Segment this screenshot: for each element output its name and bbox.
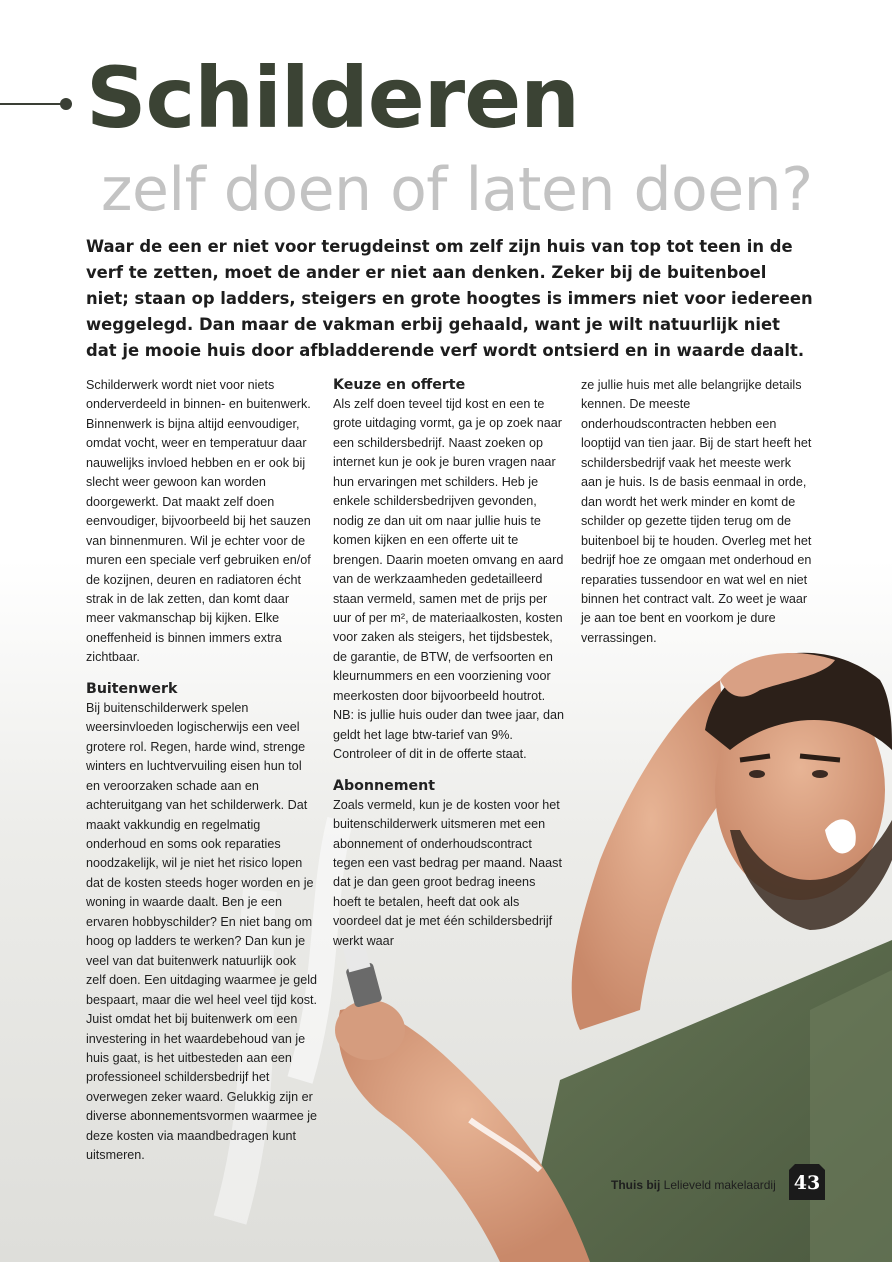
buitenwerk-paragraph: Bij buitenschilderwerk spelen weersinvloeden logischerwijs een veel grotere rol. Regen, harde wind, strenge winters en luchtvervuiling eisen hun tol en veroorzaken schade aan en achteruitgang van het schilderwerk. Dat maakt vakkundig en regelmatig onderhoud en soms ook reparaties noodzakelijk, wil je niet het risico lopen dat de kosten steeds hoger worden en je woning in waarde daalt. Ben je een ervaren hobbyschilder? En niet bang om hoog op ladders te werken? Dan kun je veel van dat buitenwerk natuurlijk ook zelf doen. Een uitdaging waarmee je geld bespaart, maar die wel heel veel tijd kost. Juist omdat het bij buitenwerk om een investering in het waardebehoud van je huis gaat, is het uitbesteden aan een professioneel schildersbedrijf het overwegen zeker waard. Gelukkig zijn er diverse abonnementsvormen waarmee je deze kosten via maandbedragen kunt uitsmeren. (86, 700, 318, 1163)
footer-brand-rest: Lelieveld makelaardij (660, 1178, 776, 1192)
intro-paragraph: Schilderwerk wordt niet voor niets onderverdeeld in binnen- en buitenwerk. Binnenwerk is bijna altijd eenvoudiger, omdat vocht, weer en temperatuur daar nauwelijks invloed hebben en er ook bij slecht weer gewoon kan worden doorgewerkt. Dat maakt zelf doen eenvoudiger, bijvoorbeeld bij het sauzen van binnenmuren. Wil je echter voor de muren een speciale verf gebruiken en/of de kozijnen, deuren en radiatoren écht strak in de lak zetten, dan komt daar meer vakmanschap bij kijken. Elke oneffenheid is binnen immers extra zichtbaar. (86, 378, 311, 665)
heading-rule-dot (60, 98, 72, 110)
abonnement-paragraph: Zoals vermeld, kun je de kosten voor het buitenschilderwerk uitsmeren met een abonnement of onderhoudscontract tegen een vast bedrag per maand. Naast dat je dan geen groot bedrag ineens hoeft te betalen, heeft dat ook als voordeel dat je met één schildersbedrijf werkt waar (333, 797, 562, 948)
column-3 (581, 376, 813, 648)
section-heading-keuze: Keuze en offerte (333, 377, 466, 393)
column-1 (86, 376, 318, 1166)
lead-paragraph: Waar de een er niet voor terugdeinst om zelf zijn huis van top tot teen in de verf te zetten, moet de ander er niet aan denken. Zeker bij de buitenboel niet; staan op ladders, steigers en grote hoogtes is immers niet voor iedereen weggelegd. Dan maar de vakman erbij gehaald, want je wilt natuurlijk niet dat je mooie huis door afbladderende verf wordt ontsierd en in waarde daalt. (86, 237, 813, 360)
page-subtitle: zelf doen of laten doen? (101, 155, 813, 225)
heading-rule (0, 103, 64, 105)
continued-paragraph: ze jullie huis met alle belangrijke details kennen. De meeste onderhoudscontracten hebben een looptijd van tien jaar. Bij de start heeft het schildersbedrijf vaak het meeste werk aan je huis. Is de basis eenmaal in orde, dan wordt het werk minder en komt de schilder op gezette tijden terug om de buitenboel bij te houden. Overleg met het bedrijf hoe ze omgaan met onderhoud en reparaties tussendoor en wat wel en niet binnen het contract valt. Zo weet je waar je aan toe bent en voorkom je dure verrassingen. (581, 378, 812, 645)
page-number: 43 (793, 1172, 821, 1194)
footer-brand-bold: Thuis bij (611, 1178, 661, 1192)
section-heading-abonnement: Abonnement (333, 777, 435, 794)
page-title: Schilderen (86, 49, 579, 147)
page-number-badge (789, 1160, 825, 1200)
footer-brand (611, 1178, 776, 1192)
column-2 (333, 376, 565, 951)
section-heading-buitenwerk: Buitenwerk (86, 680, 178, 697)
keuze-paragraph: Als zelf doen teveel tijd kost en een te grote uitdaging vormt, ga je op zoek naar een schildersbedrijf. Naast zoeken op internet kun je ook je buren vragen naar hun ervaringen met schilders. Heb je enkele schildersbedrijven gevonden, nodig ze dan uit om naar jullie huis te komen kijken en een offerte uit te brengen. Daarin moeten omvang en aard van de werkzaamheden gedetailleerd staan vermeld, samen met de prijs per uur of per m², de materiaalkosten, kosten voor zaken als steigers, het tijdsbestek, de garantie, de BTW, de verfsoorten en kleurnummers en een voorziening voor meerkosten door bijvoorbeeld houtrot. NB: is jullie huis ouder dan twee jaar, dan geldt het lage btw-tarief van 9%. Controleer of dit in de offerte staat. (333, 397, 565, 762)
